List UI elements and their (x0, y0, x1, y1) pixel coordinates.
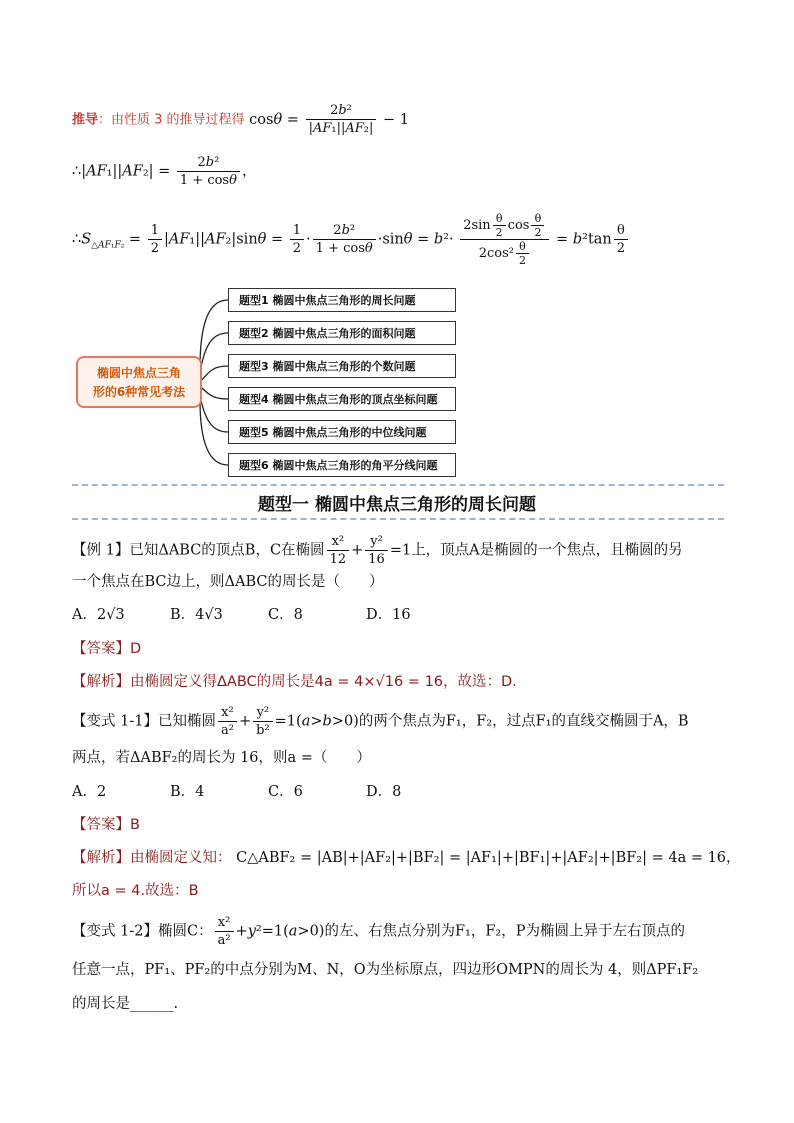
mindmap-root-line-1: 椭圆中焦点三角 (96, 366, 181, 380)
variant2-ellipse: $\frac{\text{x²}}{\text{a²}}$ (215, 914, 234, 949)
variant2-line-3: 的周长是______. (72, 996, 179, 1012)
variant1-ellipse: $\frac{\text{x²}}{\text{a²}}$ (218, 704, 237, 739)
variant1-text-b: 的两个焦点为F₁，F₂，过点F₁的直线交椭圆于A，B (358, 713, 689, 730)
variant1-analysis-b: C△ABF₂ = |AB|+|AF₂|+|BF₂| = |AF₁|+|BF₁|+|AF₂|+|BF₂| = 4a = 16， (236, 850, 741, 866)
derivation-intro: ：由性质 3 的推导过程得 (98, 112, 245, 128)
example1-answer: 【答案】D (72, 641, 142, 657)
mindmap-branch-4: 题型4 椭圆中焦点三角形的顶点坐标问题 (228, 387, 456, 411)
example1-tag: 【例 1】 (72, 542, 130, 559)
variant2-line-2: 任意一点，PF₁、PF₂的中点分别为M、N，O为坐标原点，四边形OMPN的周长为 4，则ΔPF₁F₂ (72, 962, 699, 978)
variant2-line-1: 【变式 1-2】椭圆C： $\frac{\text{x²}}{\text{a²}}$ +y²=1(a>0)的左、右焦点分别为F₁，F₂，P为椭圆上异于左右顶点的 (72, 915, 685, 948)
variant1-line-2: 两点，若ΔABF₂的周长为 16，则a =（ ） (72, 750, 371, 766)
example1-text-b: 上，顶点A是椭圆的一个焦点，且椭圆的另 (411, 542, 683, 559)
connector-4 (202, 388, 228, 399)
section-rule-top (72, 484, 724, 486)
derivation-line-2: ∴|AF₁||AF₂| = $\frac{\text{2b²}}{1 + \cos\theta}$ ， (72, 155, 257, 188)
variant1-option-d: D．8 (366, 784, 402, 800)
section-rule-bottom (72, 518, 724, 520)
example1-option-a: A．2√3 (72, 607, 125, 623)
mindmap-branch-6: 题型6 椭圆中焦点三角形的角平分线问题 (228, 453, 456, 477)
example1-options (72, 603, 464, 624)
variant1-text-a: 已知椭圆 (157, 713, 216, 730)
example1-line-2: 一个焦点在BC边上，则ΔABC的周长是（ ） (72, 574, 384, 590)
variant1-answer: 【答案】B (72, 817, 140, 833)
variant1-option-b: B．4 (170, 784, 205, 800)
variant2-tag: 【变式 1-2】 (72, 923, 158, 940)
section-title: 题型一 椭圆中焦点三角形的周长问题 (258, 495, 536, 515)
example1-option-c: C．8 (268, 607, 303, 623)
connector-1 (200, 300, 228, 368)
mindmap-branch-5: 题型5 椭圆中焦点三角形的中位线问题 (228, 420, 456, 444)
variant1-options (72, 780, 464, 801)
connector-5 (200, 396, 228, 432)
example1-line-1: 【例 1】已知ΔABC的顶点B，C在椭圆 $\frac{\text{x²}}{12}$ + $\frac{\text{y²}}{16}$ =1上，顶点A是椭圆的一个焦点，且椭圆的另 (72, 534, 683, 567)
variant2-text-b: 的左、右焦点分别为F₁，F₂，P为椭圆上异于左右顶点的 (324, 923, 685, 940)
derivation-label: 推导 (72, 112, 99, 128)
example1-ellipse: $\frac{\text{x²}}{12}$ (327, 533, 350, 568)
variant1-line-1: 【变式 1-1】已知椭圆 $\frac{\text{x²}}{\text{a²}}$ + $\frac{\text{y²}}{\text{b²}}$ =1(a>b>0)的两个焦点为F₁，F₂，过点F₁的直线交椭圆于A，B (72, 705, 689, 738)
mindmap-root (76, 356, 202, 408)
example1-option-d: D．16 (366, 607, 411, 623)
mindmap-branch-2: 题型2 椭圆中焦点三角形的面积问题 (228, 321, 456, 345)
mindmap-branch-3: 题型3 椭圆中焦点三角形的个数问题 (228, 354, 456, 378)
variant1-option-a: A．2 (72, 784, 107, 800)
derivation-line-3: $\therefore S_{\triangle AF_1F_2}$ = $\frac{1}{2}$ |AF₁||AF₂|sinθ = $\frac{1}{2}$ · $\frac{\text{2b²}}{1 + \cos\theta}$ ·sinθ = b²· 2sin $\frac{\theta}{2}$ cos $\frac{\theta}{2}$ 2cos² $\frac{\theta}{2}$ = b²tan $\frac{\theta}{2}$ (72, 212, 630, 267)
example1-analysis-text: 由椭圆定义得ΔABC的周长是4a = 4×√16 = 16，故选：D. (130, 674, 517, 690)
mindmap-branch-1: 题型1 椭圆中焦点三角形的周长问题 (228, 288, 456, 312)
variant1-analysis-c: 所以a = 4.故选：B (72, 883, 199, 899)
example1-text-a: 已知ΔABC的顶点B，C在椭圆 (129, 542, 325, 559)
variant1-option-c: C．6 (268, 784, 303, 800)
example1-analysis (72, 670, 517, 691)
variant2-text-a: 椭圆C： (157, 923, 213, 940)
example1-option-b: B．4√3 (170, 607, 223, 623)
variant1-analysis-a: 由椭圆定义知： (130, 850, 232, 866)
example1-analysis-label: 【解析】 (72, 674, 130, 690)
derivation-formula-1: cosθ = $\frac{\text{2b²}}{\text{|AF₁||AF₂|}}$ − 1 (249, 103, 409, 136)
connector-3 (202, 366, 228, 380)
mindmap-root-line-2: 形的6种常见考法 (92, 385, 186, 399)
variant1-analysis (72, 846, 741, 867)
variant1-analysis-label: 【解析】 (72, 850, 130, 866)
variant1-tag: 【变式 1-1】 (72, 713, 158, 730)
